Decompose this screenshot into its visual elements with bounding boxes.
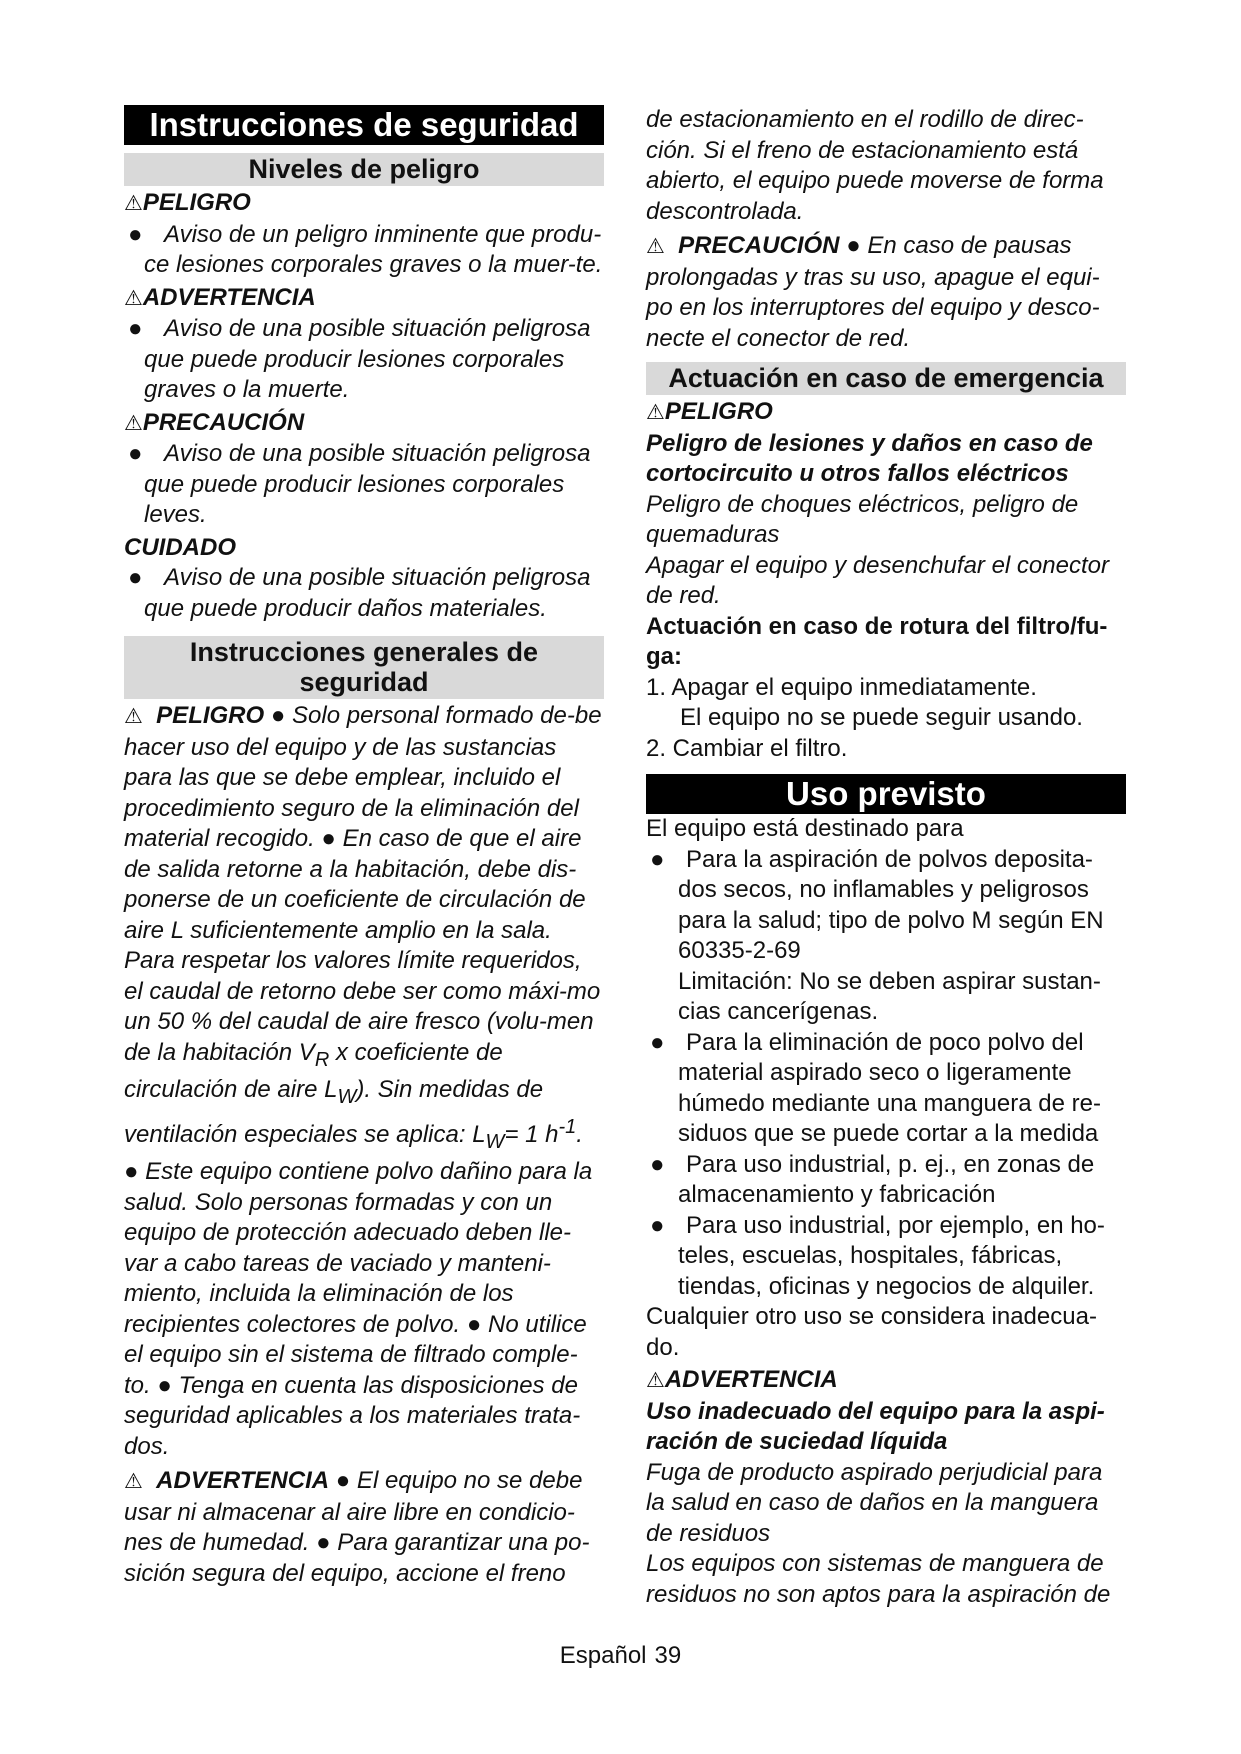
- emergency-hazard-consequence: Peligro de choques eléctricos, peligro de quemaduras: [646, 490, 1079, 548]
- step-2: 2. Cambiar el filtro.: [646, 734, 848, 762]
- left-column: [124, 105, 604, 1589]
- footer-language: Español: [559, 1642, 647, 1669]
- emergency-peligro-label: ⚠PELIGRO: [646, 398, 773, 425]
- list-item: ● Para uso industrial, por ejemplo, en ho- teles, escuelas, hospitales, fábricas, tiendas, oficinas y negocios de alquiler.: [650, 1211, 1105, 1300]
- warning-triangle-icon: ⚠: [646, 1369, 665, 1392]
- bullet-icon: ●: [128, 220, 143, 248]
- step-1-note: El equipo no se puede seguir usando.: [680, 704, 1083, 731]
- warning-triangle-icon: ⚠: [124, 705, 143, 728]
- bullet-icon: ●: [650, 1211, 665, 1239]
- bullet-icon: ●: [128, 440, 143, 467]
- advertencia-text: ⚠ ADVERTENCIA ● El equipo no se debe usar ni almacenar al aire libre en condicio-nes de humedad. ● Para garantizar una po-sición segura del equipo, accione el freno: [124, 1467, 590, 1587]
- list-item: ● Aviso de una posible situación peligrosa que puede producir lesiones corporales graves o la muerte.: [128, 315, 591, 403]
- warning-triangle-icon: ⚠: [646, 235, 665, 258]
- precaucion-label: ⚠PRECAUCIÓN: [124, 408, 305, 436]
- subsection-title-emergency: Actuación en caso de emergencia: [646, 362, 1126, 395]
- list-item: ● Para uso industrial, p. ej., en zonas de almacenamiento y fabricación: [650, 1150, 1095, 1208]
- bullet-icon: ●: [128, 564, 143, 591]
- general-safety-text: ⚠ PELIGRO ● Solo personal formado de-be hacer uso del equipo y de las sustancias para las que se debe emplear, incluido el procedimiento seguro de la eliminación del material recogido. ● En caso de que el aire de salida retorne a la habitación, debe dis-ponerse de un coeficiente de circulación de aire L suficientemente amplio en la sala. Para respetar los valores límite requeridos, el caudal de retorno debe ser como máxi-mo un 50 % del caudal de aire fresco (volu-men de la habitación $V_R$ x coeficiente de circulación de aire $L_W$). Sin medidas de ventilación especiales se aplica: $L_W= 1$ $h^{-1}$. ● Este equipo contiene polvo dañino para la salud. Solo personas formadas y con un equipo de protección adecuado deben lle-var a cabo tareas de vaciado y manteni-miento, incluida la eliminación de los recipientes colectores de polvo. ● No utilice el equipo sin el sistema de filtrado comple-to. ● Tenga en cuenta las disposiciones de seguridad aplicables a los materiales trata-dos.: [124, 702, 602, 1460]
- emergency-hazard-action: Apagar el equipo y desenchufar el conector de red.: [646, 551, 1109, 609]
- bullet-icon: ●: [128, 315, 143, 342]
- step-1: 1. Apagar el equipo inmediatamente.: [646, 673, 1037, 701]
- precaucion-text: ⚠ PRECAUCIÓN ● En caso de pausas prolongadas y tras su uso, apague el equi-po en los interruptores del equipo y desco-necte el conector de red.: [646, 232, 1100, 352]
- other-use-text: Cualquier otro uso se considera inadecua-do.: [646, 1303, 1097, 1361]
- filter-break-title: Actuación en caso de rotura del filtro/fu-ga:: [646, 612, 1108, 670]
- bullet-icon: ●: [650, 1028, 665, 1056]
- list-item: ● Aviso de un peligro inminente que produ- ce lesiones corporales graves o la muer-te.: [128, 220, 603, 278]
- intended-use-intro: El equipo está destinado para: [646, 815, 964, 842]
- misuse-hazard-note: Los equipos con sistemas de manguera de residuos no son aptos para la aspiración de: [646, 1550, 1111, 1608]
- subsection-title-levels: Niveles de peligro: [124, 153, 604, 186]
- list-item: ● Para la eliminación de poco polvo del material aspirado seco o ligeramente húmedo mediante una manguera de re-siduos que se puede cortar a la medida: [650, 1028, 1101, 1147]
- misuse-hazard-title: Uso inadecuado del equipo para la aspi-ración de suciedad líquida: [646, 1397, 1105, 1455]
- section-title-safety: Instrucciones de seguridad: [124, 105, 604, 145]
- advertencia-label-2: ⚠ADVERTENCIA: [646, 1366, 838, 1393]
- list-item: ● Aviso de una posible situación peligrosa que puede producir lesiones corporales leves.: [128, 440, 591, 528]
- warning-triangle-icon: ⚠: [124, 192, 143, 215]
- advertencia-label: ⚠ADVERTENCIA: [124, 283, 316, 311]
- subsection-title-general: Instrucciones generales de seguridad: [124, 636, 604, 699]
- cuidado-label: CUIDADO: [124, 533, 236, 561]
- section-title-intended-use: Uso previsto: [646, 774, 1126, 814]
- right-column: [646, 105, 1126, 1610]
- page-number: 39: [654, 1642, 682, 1669]
- warning-triangle-icon: ⚠: [124, 411, 143, 435]
- list-item: ● Para la aspiración de polvos deposita- dos secos, no inflamables y peligrosos para la salud; tipo de polvo M según EN 60335-2-69 Limitación: No se deben aspirar sustan-cias cancerígenas.: [650, 845, 1104, 1025]
- bullet-icon: ●: [650, 1150, 665, 1178]
- warning-triangle-icon: ⚠: [124, 1470, 143, 1494]
- continued-text: de estacionamiento en el rodillo de direc-ción. Si el freno de estacionamiento está abierto, el equipo puede moverse de forma descontrolada.: [646, 106, 1104, 225]
- bullet-icon: ●: [650, 845, 665, 873]
- emergency-hazard-title: Peligro de lesiones y daños en caso de cortocircuito u otros fallos eléctricos: [646, 429, 1093, 487]
- warning-triangle-icon: ⚠: [124, 286, 143, 310]
- page-footer: [0, 1642, 1241, 1670]
- list-item: ● Aviso de una posible situación peligrosa que puede producir daños materiales.: [128, 564, 591, 622]
- misuse-hazard-consequence: Fuga de producto aspirado perjudicial para la salud en caso de daños en la manguera de residuos: [646, 1458, 1103, 1547]
- warning-triangle-icon: ⚠: [646, 401, 665, 424]
- peligro-label: ⚠PELIGRO: [124, 189, 251, 216]
